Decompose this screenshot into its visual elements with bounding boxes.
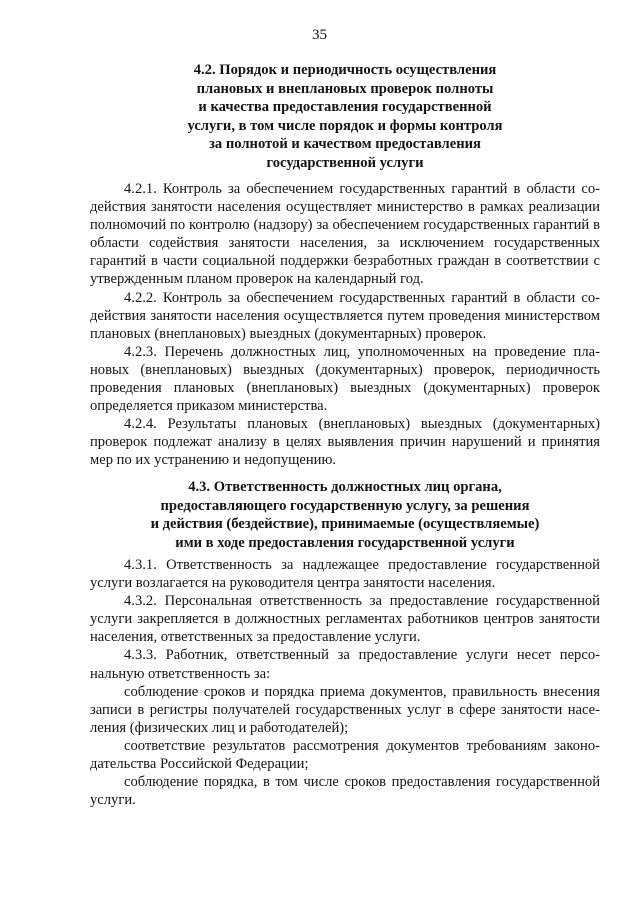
list-item-deadlines: соблюдение порядка, в том числе сроков предоставления государственной услуги. xyxy=(90,774,600,809)
section-4-2-body xyxy=(90,180,600,470)
paragraph-4-2-4: 4.2.4. Результаты плановых (внеплановых) выездных (документарных) проверок подлежат анализу в целях выявления причин нарушений и принятия мер по их устранению и недопущению. xyxy=(90,416,600,469)
section-4-3-body xyxy=(90,556,600,809)
list-item-documents: соблюдение сроков и порядка приема документов, правильность внесения записи в регистры получателей государственных услуг в сфере занятости населения (физических лиц и работодателей); xyxy=(90,683,600,736)
heading-line: услуги, в том числе порядок и формы контроля xyxy=(187,117,503,134)
paragraph-4-2-1: 4.2.1. Контроль за обеспечением государственных гарантий в области содействия занятости населения осуществляет министерство в рамках реализации полномочий по контролю (надзору) за обеспечением государственных гарантий в области содействия занятости населения, за исключением государственных гарантий в части социальной поддержки безработных граждан в соответствии с утвержденным планом проверок на календарный год. xyxy=(90,181,600,288)
heading-line: предоставляющего государственную услугу, за решения xyxy=(160,497,530,514)
heading-line: и качества предоставления государственной xyxy=(198,99,492,115)
heading-line: и действия (бездействие), принимаемые (осуществляемые) xyxy=(150,516,540,532)
section-4-3-heading xyxy=(140,478,550,552)
heading-line: 4.2. Порядок и периодичность осуществления xyxy=(193,62,497,78)
paragraph-4-2-2: 4.2.2. Контроль за обеспечением государственных гарантий в области содействия занятости населения осуществляется путем проведения министерством плановых (внеплановых) выездных (документарных) проверок. xyxy=(90,289,600,342)
paragraph-4-3-3: 4.3.3. Работник, ответственный за предоставление услуги несет персональную ответственность за: xyxy=(90,647,600,682)
list-item-legislation: соответствие результатов рассмотрения документов требованиям законодательства Российской Федерации; xyxy=(90,737,600,773)
heading-line: государственной услуги xyxy=(266,154,424,171)
paragraph-4-3-1: 4.3.1. Ответственность за надлежащее предоставление государственной услуги возлагается на руководителя центра занятости населения. xyxy=(90,557,600,592)
paragraph-4-3-2: 4.3.2. Персональная ответственность за предоставление государственной услуги закрепляется в должностных регламентах работников центров занятости населения, ответственных за предоставление услуги. xyxy=(90,593,600,646)
heading-line: ими в ходе предоставления государственной услуги xyxy=(175,534,515,551)
section-4-2-heading xyxy=(150,61,540,172)
heading-line: 4.3. Ответственность должностных лиц органа, xyxy=(188,479,502,495)
page-number: 35 xyxy=(312,27,327,43)
heading-line: плановых и внеплановых проверок полноты xyxy=(196,80,494,97)
heading-line: за полнотой и качеством предоставления xyxy=(209,136,481,152)
paragraph-4-2-3: 4.2.3. Перечень должностных лиц, уполномоченных на проведение плановых (внеплановых) выездных (документарных) проверок, периодичность проведения плановых (внеплановых) выездных (документарных) проверок определяется приказом министерства. xyxy=(90,343,600,415)
